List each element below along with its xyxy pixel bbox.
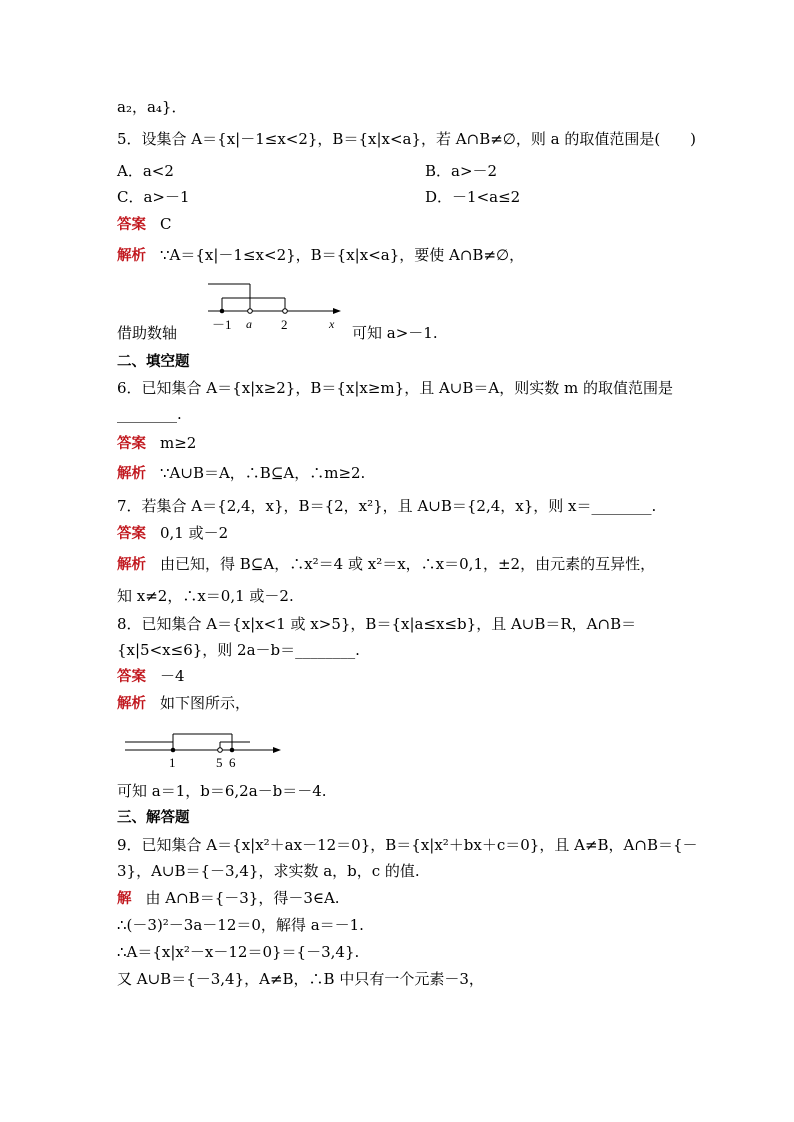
number-line-figure-1 — [205, 276, 345, 336]
solution-label: 解 — [117, 891, 132, 907]
analysis-text: ∵A∪B＝A，∴B⊆A，∴m≥2. — [160, 464, 366, 482]
label-x: x — [329, 317, 335, 331]
analysis-line — [117, 554, 655, 575]
answer-label: 答案 — [117, 436, 146, 452]
point-5 — [218, 748, 223, 753]
answer-value: C — [160, 215, 172, 233]
analysis-text: 由已知，得 B⊆A，∴x²＝4 或 x²＝x，∴x＝0,1，±2，由元素的互异性， — [160, 555, 656, 573]
analysis-line — [117, 463, 365, 484]
question-9: 9．已知集合 A＝{x|x²＋ax－12＝0}，B＝{x|x²＋bx＋c＝0}，且 A≠B，A∩B＝{－ — [117, 836, 698, 854]
analysis-label: 解析 — [117, 557, 146, 573]
label-a: a — [246, 317, 252, 331]
point-1 — [171, 748, 176, 753]
analysis-line — [117, 245, 524, 266]
answer-label: 答案 — [117, 526, 146, 542]
label-2: 2 — [281, 317, 288, 332]
text-line: a₂，a₄}． — [117, 98, 187, 116]
point-a — [248, 309, 253, 314]
answer-line — [117, 433, 196, 454]
label-1: 1 — [169, 755, 176, 770]
section-2-heading: 二、填空题 — [117, 354, 190, 370]
analysis-line — [117, 693, 250, 714]
analysis-label: 解析 — [117, 696, 146, 712]
analysis-text: 如下图所示， — [160, 694, 251, 712]
solution-text: 由 A∩B＝{－3}，得－3∈A. — [145, 889, 340, 907]
option-a: A．a<2 — [117, 162, 174, 180]
question-8-cont: {x|5<x≤6}，则 2a－b＝________. — [117, 641, 360, 659]
answer-value: －4 — [160, 667, 185, 685]
question-5: 5．设集合 A＝{x|－1≤x<2}，B＝{x|x<a}，若 A∩B≠∅，则 a 的取值范围是( ) — [117, 130, 697, 148]
label-5: 5 — [216, 755, 223, 770]
analysis-conclusion: 可知 a＝1，b＝6,2a－b＝－4. — [117, 782, 327, 800]
answer-line — [117, 214, 171, 235]
axis-arrow — [273, 747, 281, 753]
question-6: 6．已知集合 A＝{x|x≥2}，B＝{x|x≥m}，且 A∪B＝A，则实数 m 的取值范围是 — [117, 379, 673, 397]
question-6-blank: ________. — [117, 405, 182, 423]
answer-label: 答案 — [117, 217, 146, 233]
analysis-label: 解析 — [117, 466, 146, 482]
point-neg1 — [220, 309, 225, 314]
question-9-cont: 3}，A∪B＝{－3,4}，求实数 a，b，c 的值. — [117, 862, 420, 880]
label-neg1: －1 — [212, 317, 232, 332]
option-d: D．－1<a≤2 — [425, 188, 521, 206]
option-c: C．a>－1 — [117, 188, 190, 206]
answer-label: 答案 — [117, 669, 146, 685]
answer-value: 0,1 或－2 — [160, 524, 229, 542]
axis-suffix: 可知 a>－1. — [352, 324, 438, 342]
answer-line — [117, 523, 228, 544]
answer-value: m≥2 — [160, 434, 197, 452]
analysis-continued: 知 x≠2，∴x＝0,1 或－2. — [117, 587, 294, 605]
label-6: 6 — [229, 755, 236, 770]
number-line-figure-2 — [120, 724, 285, 772]
solution-step: ∴A＝{x|x²－x－12＝0}＝{－3,4}. — [117, 943, 360, 961]
analysis-label: 解析 — [117, 248, 146, 264]
axis-prefix: 借助数轴 — [117, 324, 178, 342]
solution-step: ∴(－3)²－3a－12＝0，解得 a＝－1. — [117, 916, 364, 934]
answer-line — [117, 666, 185, 687]
point-2 — [283, 309, 288, 314]
question-8: 8．已知集合 A＝{x|x<1 或 x>5}，B＝{x|a≤x≤b}，且 A∪B＝R，A∩B＝ — [117, 615, 637, 633]
option-b: B．a>－2 — [425, 162, 498, 180]
question-7: 7．若集合 A＝{2,4，x}，B＝{2，x²}，且 A∪B＝{2,4，x}，则 x＝________. — [117, 497, 657, 515]
solution-line — [117, 888, 340, 909]
axis-arrow — [333, 308, 341, 314]
solution-step: 又 A∪B＝{－3,4}，A≠B，∴B 中只有一个元素－3， — [117, 970, 484, 988]
point-6 — [230, 748, 235, 753]
analysis-text: ∵A＝{x|－1≤x<2}，B＝{x|x<a}，要使 A∩B≠∅， — [160, 246, 525, 264]
section-3-heading: 三、解答题 — [117, 810, 190, 826]
